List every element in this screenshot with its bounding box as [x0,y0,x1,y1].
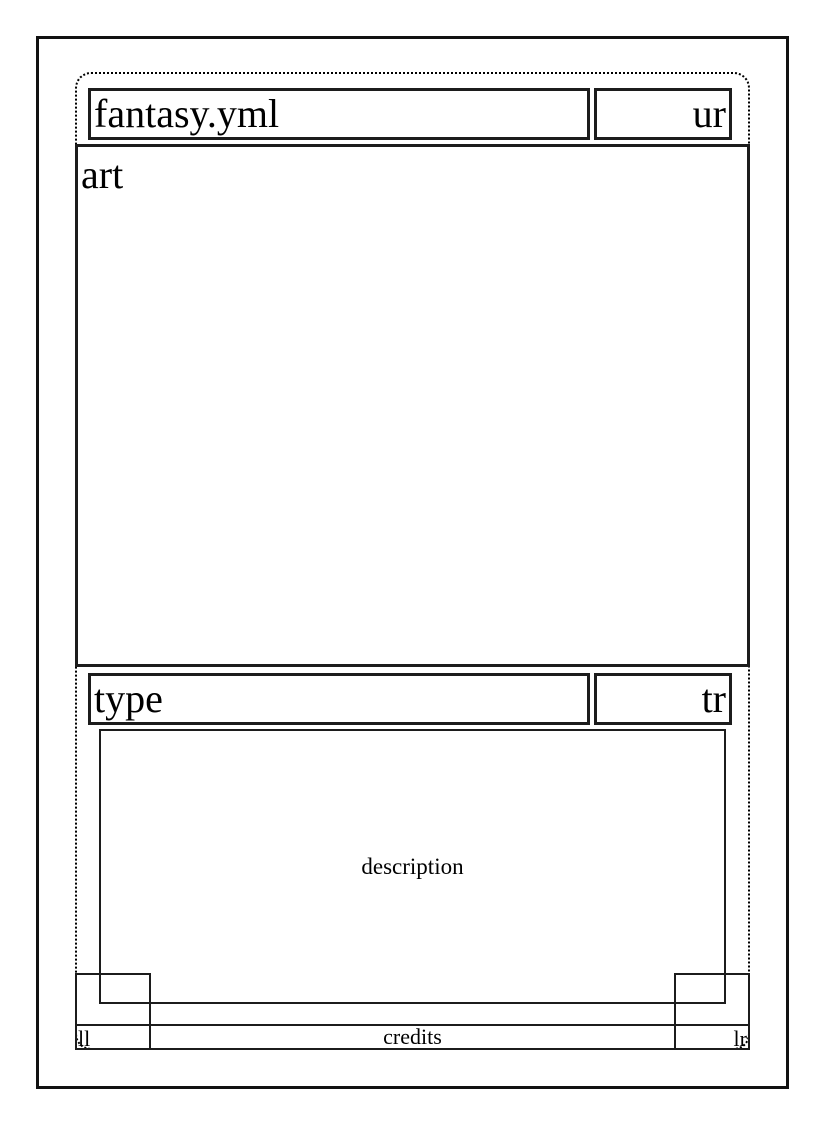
credits-region-box [75,1024,750,1050]
lower-right-label: lr [733,1026,747,1051]
type-label: type [94,676,163,721]
title-label: fantasy.yml [94,91,280,136]
description-region-box [99,729,726,1004]
credits-label: credits [383,1024,442,1049]
art-label: art [81,152,124,197]
upper-right-label: ur [692,91,726,136]
type-right-region-box [594,673,732,725]
type-region-box [88,673,590,725]
description-label: description [361,853,464,879]
title-region-box [88,88,590,140]
type-right-label: tr [701,676,726,721]
lower-left-label: ll [78,1026,91,1051]
art-region-box [75,144,750,667]
upper-right-region-box [594,88,732,140]
